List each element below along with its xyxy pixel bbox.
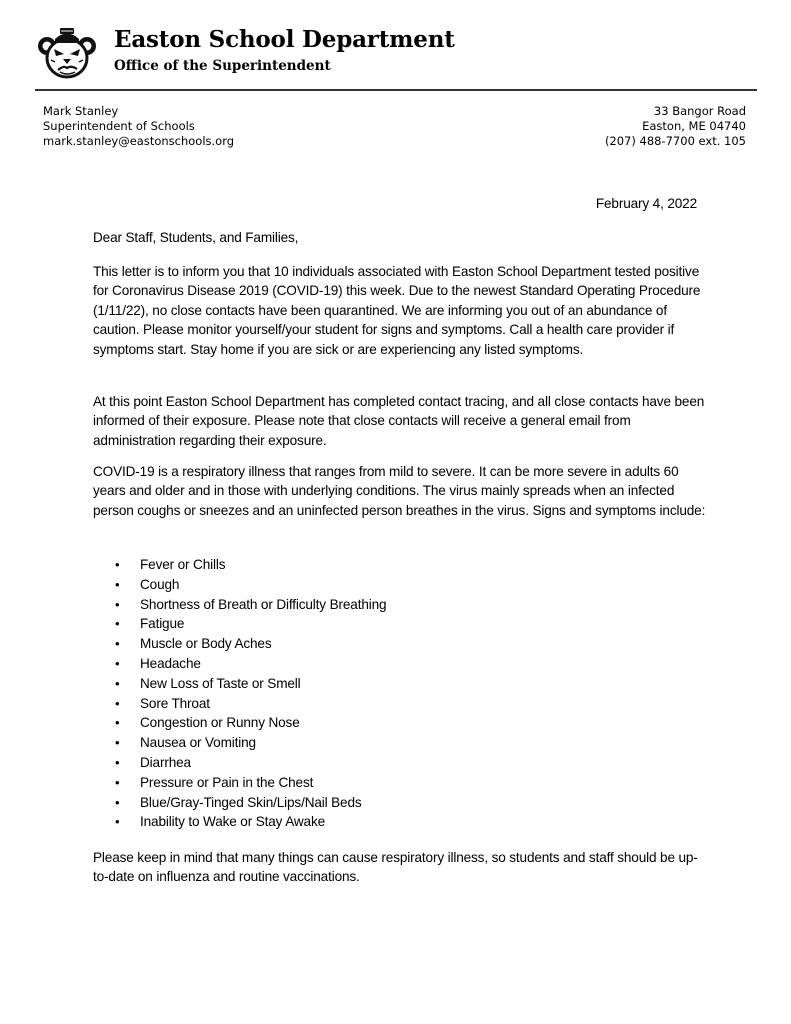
paragraph-contact-tracing: At this point Easton School Department has completed contact tracing, and all close contacts have been informed of their exposure. Please note that close contacts will receive a general email from administration regarding their exposure. bbox=[93, 394, 705, 448]
address-phone: (207) 488-7700 ext. 105 bbox=[604, 134, 746, 148]
sender-block bbox=[43, 104, 234, 149]
sender-title: Superintendent of Schools bbox=[43, 119, 195, 133]
symptom-label: Inability to Wake or Stay Awake bbox=[140, 814, 325, 830]
bullet-icon: • bbox=[115, 735, 120, 751]
symptom-label: Muscle or Body Aches bbox=[140, 636, 272, 652]
bullet-icon: • bbox=[115, 715, 120, 731]
letterhead bbox=[0, 0, 791, 100]
list-item bbox=[93, 812, 386, 832]
salutation: Dear Staff, Students, and Families, bbox=[93, 230, 299, 245]
bear-mascot-icon bbox=[36, 22, 98, 80]
bullet-icon: • bbox=[115, 754, 120, 770]
list-item bbox=[93, 614, 386, 634]
symptom-label: Sore Throat bbox=[140, 695, 210, 711]
header-divider bbox=[35, 89, 757, 91]
bullet-icon: • bbox=[115, 655, 120, 671]
symptom-label: Congestion or Runny Nose bbox=[140, 715, 300, 731]
list-item bbox=[93, 595, 386, 615]
paragraph-notification: This letter is to inform you that 10 individuals associated with Easton School Department tested positive for Coronavirus Disease 2019 (COVID-19) this week. Due to the newest Standard Operating Procedure (1/11/22), no close contacts have been quarantined. We are informing you out of an abundance of caution. Please monitor yourself/your student for signs and symptoms. Call a health care provider if symptoms start. Stay home if you are sick or are experiencing any listed symptoms. bbox=[93, 264, 701, 357]
bullet-icon: • bbox=[115, 675, 120, 691]
list-item bbox=[93, 634, 386, 654]
bullet-icon: • bbox=[115, 814, 120, 830]
symptom-list bbox=[93, 555, 386, 832]
list-item bbox=[93, 713, 386, 733]
bullet-icon: • bbox=[115, 794, 120, 810]
list-item bbox=[93, 575, 386, 595]
bullet-icon: • bbox=[115, 774, 120, 790]
bullet-icon: • bbox=[115, 636, 120, 652]
list-item bbox=[93, 694, 386, 714]
address-block bbox=[605, 104, 746, 149]
list-item bbox=[93, 674, 386, 694]
paragraph-vaccination: Please keep in mind that many things can cause respiratory illness, so students and staff should be up-to-date on influenza and routine vaccinations. bbox=[93, 850, 698, 885]
symptom-label: New Loss of Taste or Smell bbox=[140, 675, 301, 691]
list-item bbox=[93, 654, 386, 674]
list-item bbox=[93, 773, 386, 793]
bullet-icon: • bbox=[115, 557, 120, 572]
sender-email: mark.stanley@eastonschools.org bbox=[43, 134, 235, 148]
list-item bbox=[93, 793, 386, 813]
symptom-label: Blue/Gray-Tinged Skin/Lips/Nail Beds bbox=[140, 794, 362, 810]
symptom-label: Diarrhea bbox=[140, 754, 191, 770]
bullet-icon: • bbox=[115, 576, 120, 592]
symptom-label: Pressure or Pain in the Chest bbox=[140, 774, 314, 790]
bullet-icon: • bbox=[115, 616, 120, 632]
sender-name: Mark Stanley bbox=[43, 104, 119, 118]
letter-date: February 4, 2022 bbox=[595, 196, 697, 211]
list-item bbox=[93, 753, 386, 773]
symptom-label: Shortness of Breath or Difficulty Breathing bbox=[140, 596, 387, 612]
list-item bbox=[93, 733, 386, 753]
bullet-icon: • bbox=[115, 695, 120, 711]
symptom-label: Nausea or Vomiting bbox=[140, 735, 256, 751]
symptom-label: Fatigue bbox=[140, 616, 185, 632]
paragraph-covid-info: COVID-19 is a respiratory illness that ranges from mild to severe. It can be more severe in adults 60 years and older and in those with underlying conditions. The virus mainly spreads when an infected person coughs or sneezes and an uninfected person breathes in the virus. Signs and symptoms include: bbox=[93, 464, 706, 518]
symptom-label: Cough bbox=[140, 576, 180, 592]
bullet-icon: • bbox=[115, 596, 120, 612]
symptom-label: Fever or Chills bbox=[140, 557, 226, 572]
symptom-label: Headache bbox=[140, 655, 201, 671]
address-city: Easton, ME 04740 bbox=[642, 119, 746, 133]
organization-name: Easton School Department bbox=[114, 26, 455, 53]
office-name: Office of the Superintendent bbox=[114, 58, 331, 74]
address-street: 33 Bangor Road bbox=[653, 104, 746, 118]
list-item bbox=[93, 555, 386, 575]
